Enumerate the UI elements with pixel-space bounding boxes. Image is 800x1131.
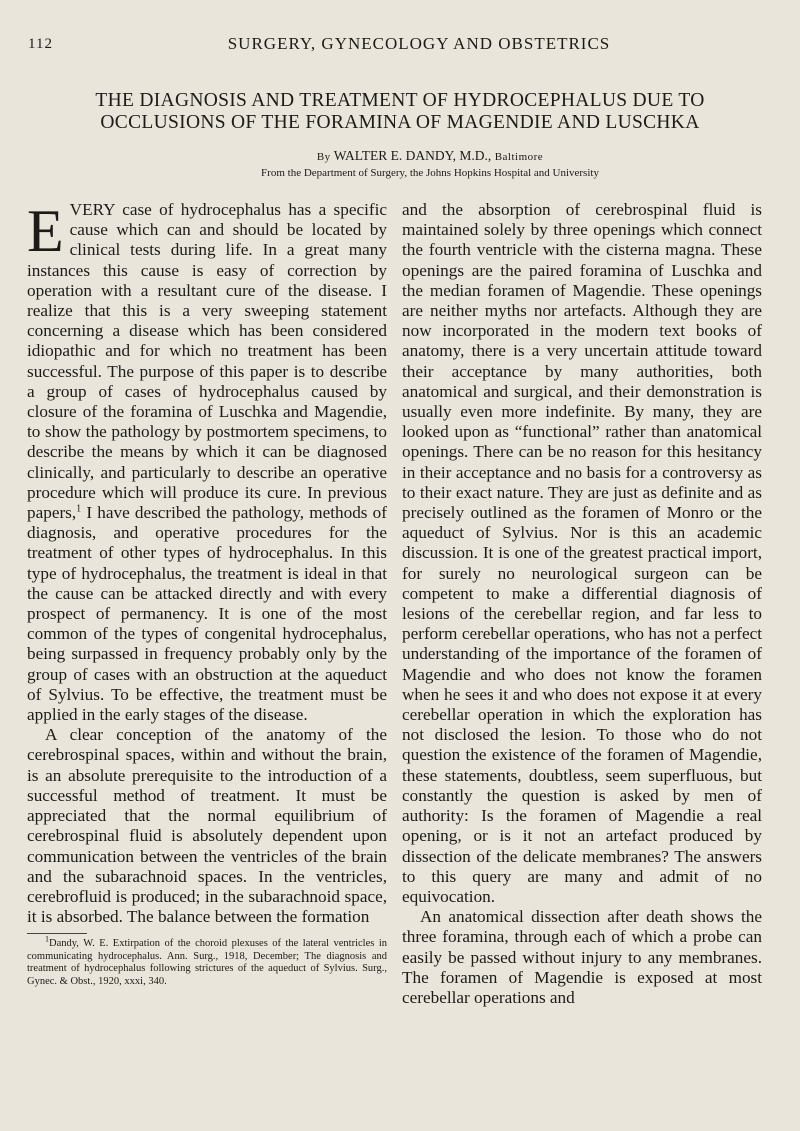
journal-title: SURGERY, GYNECOLOGY AND OBSTETRICS [227,34,611,53]
running-head [28,34,770,56]
left-column [27,200,387,988]
article-title-line-2: OCCLUSIONS OF THE FORAMINA OF MAGENDIE AND LUSCHKA [100,112,700,133]
drop-cap: E [27,198,64,264]
paragraph-foramina: and the absorption of cerebrospinal fluid is maintained solely by three openings which connect the fourth ventricle with the cisterna magna. These openings are the paired foramina of Luschka and the median foramen of Magendie. These openings are neither myths nor artefacts. Although they are now incorporated in the modern text books of anatomy, there is a very uncertain attitude toward their acceptance by many authorities, both anatomical and surgical, and their demonstration is usually even more indefinite. By many, they are looked upon as “functional” rather than anatomical openings. There can be no reason for this hesitancy in their acceptance and no basis for a controversy as to their exact nature. They are just as definite and as precisely outlined as the foramen of Monro or the aqueduct of Sylvius. Nor is this an academic discussion. It is one of the greatest practical import, for surely no neurological surgeon can be competent to make a differential diagnosis of lesions of the cerebellar region, and far less to perform cerebellar operations, who has not a perfect understanding of the importance of the foramen of Magendie and who does not know the foramen when he sees it and who does not expose it at every cerebellar operation in which the exploration has not disclosed the lesion. To those who do not question the existence of the foramen of Magendie, these statements, doubtless, seem superfluous, but constantly the question is asked by men of authority: Is the foramen of Magendie a real opening, or is it not an artefact produced by dissection of the delicate membranes? The answers to this query are many and admit of no equivocation. [402,200,762,906]
footnote-text: Dandy, W. E. Extirpation of the choroid plexuses of the lateral ventricles in communicating hydrocephalus. Ann. Surg., 1918, December; The diagnosis and treatment of hydrocephalus following strictures of the aqueduct of Sylvius. Surg., Gynec. & Obst., 1920, xxxi, 340. [27,938,387,987]
article-title [20,90,780,134]
author-name: WALTER E. DANDY, M.D., [333,148,492,163]
footnote-divider [27,933,87,934]
author-location: Baltimore [494,151,544,163]
byline-prefix: By [316,151,331,163]
footnote [27,934,387,988]
footnote-ref: 1 [76,503,82,515]
paragraph-intro-text-b: I have described the pathology, methods of diagnosis, and operative procedures for the treatment of other types of hydrocephalus. In this type of hydrocephalus, the treatment is ideal in that the cause can be attacked directly and with every prospect of permanency. It is one of the most common of the types of congenital hydrocephalus, being surpassed in frequency probably only by the group of cases with an obstruction at the aqueduct of Sylvius. To be effective, the treatment must be applied in the early stages of the disease. [27,503,387,725]
page-number: 112 [28,36,53,52]
paragraph-anatomy: A clear conception of the anatomy of the cerebrospinal spaces, within and without the brain, is an absolute prerequisite to the introduction of a successful method of treatment. It must be appreciated that the normal equilibrium of cerebrospinal fluid is absolutely dependent upon communication between the ventricles of the brain and the subarachnoid spaces. In the ventricles, cerebrofluid is produced; in the subarachnoid space, it is absorbed. The balance between the formation [27,725,387,927]
right-column [402,200,762,1008]
byline [0,148,800,164]
paragraph-intro-text-a: VERY case of hydrocephalus has a specific cause which can and should be located by clinical tests during life. In a great many instances this cause is easy of correction by operation with a resultant cure of the disease. I realize that this is a very sweeping statement concerning a disease which has been considered idiopathic and for which no treatment has been successful. The purpose of this paper is to describe a group of cases of hydrocephalus caused by closure of the foramina of Luschka and Magendie, to show the pathology by postmortem specimens, to describe the means by which it can be diagnosed clinically, and particularly to describe an operative procedure which will produce its cure. In previous papers, [27,200,387,523]
paragraph-intro [27,200,387,725]
paragraph-dissection: An anatomical dissection after death shows the three foramina, through each of which a probe can easily be passed without injury to any membranes. The foramen of Magendie is exposed at most cerebellar operations and [402,907,762,1007]
affiliation: From the Department of Surgery, the Johns Hopkins Hospital and University [261,167,599,179]
footnote-number: 1 [45,934,49,944]
article-title-line-1: THE DIAGNOSIS AND TREATMENT OF HYDROCEPHALUS DUE TO [95,90,705,111]
